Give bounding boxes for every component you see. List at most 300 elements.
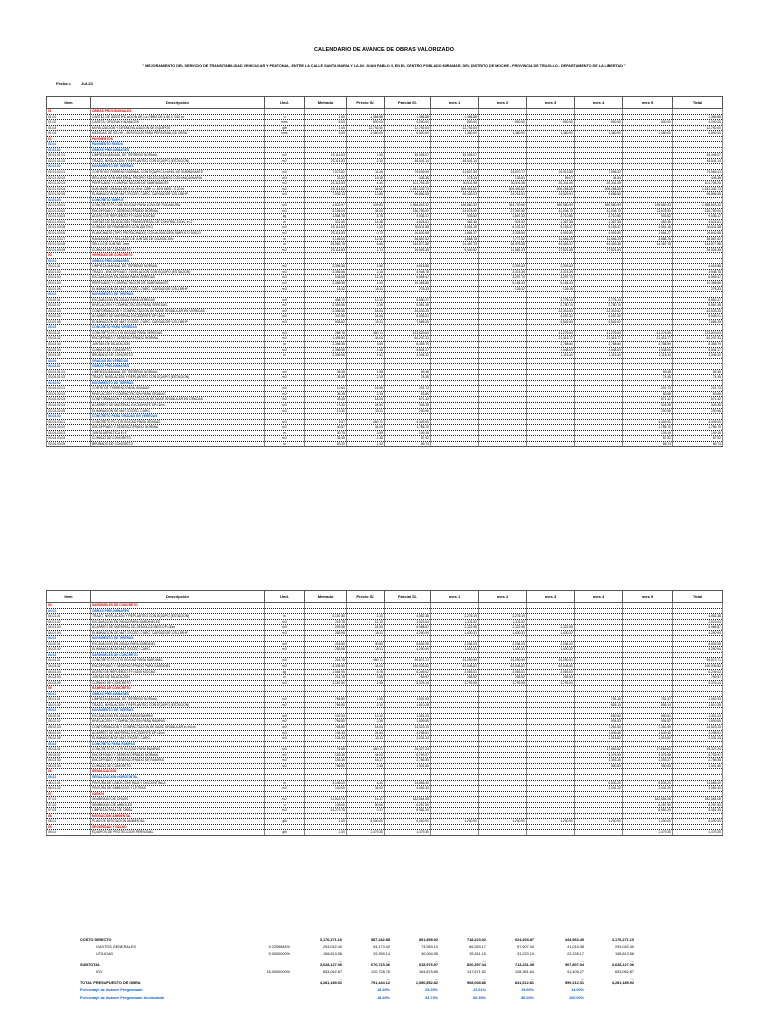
item-description: ELIMINACION DE MAT. EXCED. CARG. <box>91 647 265 653</box>
precio: 12.10 <box>347 713 385 719</box>
item-description: TRAZO, NIVELACION Y REPLANTEO CON EQUIPO (ESTACION) <box>91 375 265 381</box>
parcial: 200.96 <box>385 408 431 414</box>
unit: m2 <box>265 664 305 670</box>
item-description: ACERO DE REFUERZO FY=4200 KG/CM2 <box>91 669 265 675</box>
metrado: 5.00 <box>305 120 347 126</box>
summary-total: 158,813.56 <box>614 952 634 957</box>
precio: 2.48 <box>347 436 385 442</box>
gastos-generales-row <box>80 945 722 952</box>
total: 6,753.97 <box>673 752 723 758</box>
item-code: 04.01.01 <box>47 614 91 620</box>
total: 1,968,603.32 <box>673 203 723 209</box>
table-row <box>47 830 723 836</box>
mes5: 1,393.27 <box>623 758 673 764</box>
summary-factor: 9.2259884% <box>268 945 290 950</box>
total: 1,786.70 <box>673 425 723 431</box>
unit: u <box>265 114 305 120</box>
summary-mes2: 25.25% <box>425 988 438 993</box>
item-code: 01.02 <box>47 120 91 126</box>
summary-label: UTILIDAD <box>96 952 114 957</box>
table-header-row <box>47 591 723 603</box>
mes3: 2,788.60 <box>527 341 575 347</box>
item-code: 03.04.03.05 <box>47 441 91 447</box>
precio: 5.76 <box>347 214 385 220</box>
precio: 6,000.00 <box>347 819 385 825</box>
precio: 12.10 <box>347 275 385 281</box>
item-description: ACARREO DE MATERIAL EXCEDENTE DP=30m <box>91 402 265 408</box>
item-description: MOVIMIENTO DE TIERRAS <box>91 164 265 170</box>
unit: m <box>265 614 305 620</box>
mes5: 41,276.55 <box>623 330 673 336</box>
pct-acumulado-row <box>80 996 722 1003</box>
parcial: 99,872.71 <box>385 658 431 664</box>
summary-factor: 5.0000000% <box>268 952 290 957</box>
total: 3,298.91 <box>673 730 723 736</box>
metrado: 268.78 <box>305 330 347 336</box>
mes1: 14,487.79 <box>431 242 479 248</box>
mes3: 4,267.51 <box>527 314 575 320</box>
mes1: 48,541.14 <box>431 158 479 164</box>
precio: 18.94 <box>347 308 385 314</box>
mes5: 109.16 <box>623 430 673 436</box>
item-code: 08.01 <box>47 819 91 825</box>
summary-label: COSTO DIRECTO <box>80 938 112 942</box>
total: 4,624.61 <box>673 219 723 225</box>
total: 89.74 <box>673 441 723 447</box>
mes2: 2,309.43 <box>479 264 527 270</box>
dash-mark: --- <box>435 976 438 981</box>
mes4: 2,710.85 <box>575 214 623 220</box>
mes1: 1,430.31 <box>431 630 479 636</box>
precio: 15.11 <box>347 286 385 292</box>
mes5: 950.83 <box>623 763 673 769</box>
mes2: 256.52 <box>479 675 527 681</box>
total: 13,666.40 <box>673 780 723 786</box>
mes3: 33,290.91 <box>527 658 575 664</box>
unit: glb <box>265 125 305 131</box>
mes3: 2,934.02 <box>527 641 575 647</box>
item-code: 01.03 <box>47 125 91 131</box>
unit: m <box>265 441 305 447</box>
item-code: 03.04.03.04 <box>47 436 91 442</box>
item-description: CURADO DE CONCRETO <box>91 436 265 442</box>
item-code: 03.03.03 <box>47 341 91 347</box>
metrado: 2,356.56 <box>305 303 347 309</box>
col-total-header: Total <box>673 591 723 603</box>
precio: 34.02 <box>347 786 385 792</box>
mes1: 45,305.07 <box>431 153 479 159</box>
metrado: 23,114.83 <box>305 247 347 253</box>
summary-total: 3,628,127.06 <box>611 963 634 968</box>
item-description: ELIMINACION DE MAT. EXCED. CARG. CARGADOR 125-155HP <box>91 192 265 198</box>
col-und-header: Und. <box>265 591 305 603</box>
unit: m3 <box>265 275 305 281</box>
item-description: PINTURA DE SIMBOLOS Y LETRAS <box>91 786 265 792</box>
mes5: 904.82 <box>623 719 673 725</box>
col-parcial-header: Parcial S/. <box>385 591 431 603</box>
mes3: 1,200.00 <box>527 819 575 825</box>
mes5: 2,041.20 <box>623 786 673 792</box>
mes4: 9,153.47 <box>575 225 623 231</box>
item-description: SARDINELES DE CONCRETO <box>91 603 265 609</box>
metrado: 766.80 <box>305 697 347 703</box>
parcial: 278.33 <box>385 286 431 292</box>
parcial: 201.73 <box>385 386 431 392</box>
parcial: 182,564.08 <box>385 797 431 803</box>
mes4: 206,268.55 <box>575 186 623 192</box>
total: 74.45 <box>673 375 723 381</box>
unit: m <box>265 675 305 681</box>
precio: 800.00 <box>347 120 385 126</box>
item-description: PINTURA DE LINEA CONTINUA Y DISCONTINUA <box>91 780 265 786</box>
total: 12,792.00 <box>673 125 723 131</box>
item-description: CURADO DE CONCRETO <box>91 680 265 686</box>
mes1 <box>431 830 479 836</box>
metrado: 766.80 <box>305 763 347 769</box>
total: 200.96 <box>673 408 723 414</box>
parcial: 8,365.79 <box>385 341 431 347</box>
item-code: 05.02.03 <box>47 725 91 731</box>
item-description: GRADAS EN VEREDAS <box>91 358 265 364</box>
mes4: 751.46 <box>575 697 623 703</box>
summary-mes1: 670,715.36 <box>370 963 390 968</box>
mes4: 22,316.62 <box>575 308 623 314</box>
item-description: OBRAS PRELIMINARES <box>91 364 265 370</box>
summary-parcial: 293,042.40 <box>322 945 342 950</box>
unit: m <box>265 219 305 225</box>
item-description: CONCRETO FC=280 KG/CM2 PARA LOSA DE RODADURA <box>91 203 265 209</box>
mes2: 133.61 <box>479 175 527 181</box>
item-description: ENCOFRADO Y DESENCOFRADO NORMAL <box>91 425 265 431</box>
metrado: 23,114.83 <box>305 231 347 237</box>
parcial: 123,829.63 <box>385 330 431 336</box>
mes3: 1,792.04 <box>527 680 575 686</box>
item-description: ACARREO DE MATERIAL EXCEDENTE DP=30m <box>91 314 265 320</box>
unit: mes <box>265 120 305 126</box>
total: 83.66 <box>673 391 723 397</box>
summary-total: 293,042.40 <box>614 945 634 950</box>
parcial: 769.57 <box>385 675 431 681</box>
parcial: 44,633.25 <box>385 308 431 314</box>
dash-mark: --- <box>339 976 342 981</box>
mes3: 590,580.99 <box>527 203 575 209</box>
unit: m2 <box>265 336 305 342</box>
col-mes2-header: mes 2 <box>479 97 527 109</box>
mes1: 3,051.16 <box>431 225 479 231</box>
metrado: 1.00 <box>305 125 347 131</box>
mes4: 4,992.80 <box>575 231 623 237</box>
parcial: 2,786.55 <box>385 758 431 764</box>
col-und-header: Und. <box>265 97 305 109</box>
unit: m3 <box>265 619 305 625</box>
metrado: 283.98 <box>305 647 347 653</box>
item-code: 04.03.04 <box>47 675 91 681</box>
mes1: 13,678.90 <box>431 208 479 214</box>
item-code: 02.01.03.05 <box>47 225 91 231</box>
metrado: 35.45 <box>305 391 347 397</box>
item-code: 02 <box>47 136 91 142</box>
summary-mes3: 66.35% <box>473 995 486 1000</box>
parcial: 8,802.08 <box>385 641 431 647</box>
table-row <box>47 441 723 447</box>
precio: 12.10 <box>347 297 385 303</box>
item-description: TRAZO, NIVELACION Y REPLANTEO CON EQUIPO (ESTACION) <box>91 614 265 620</box>
precio: 12.10 <box>347 619 385 625</box>
item-code: 05.03.02 <box>47 752 91 758</box>
mes1: 30,511.58 <box>431 181 479 187</box>
metrado: 2,356.56 <box>305 269 347 275</box>
mes2: 924.92 <box>479 219 527 225</box>
item-description: PERFILADO Y COMPACTACION DE SUBRASANTE <box>91 280 265 286</box>
unit: glb <box>265 819 305 825</box>
mes5: 903.62 <box>623 214 673 220</box>
report-title: CALENDARIO DE AVANCE DE OBRAS VALORIZADO <box>314 47 454 53</box>
mes2: 6,102.32 <box>479 225 527 231</box>
unit: m3 <box>265 386 305 392</box>
total: 4,290.94 <box>673 647 723 653</box>
summary-mes3: 968,068.86 <box>466 981 486 986</box>
total: 5,844.27 <box>673 347 723 353</box>
total: 445.36 <box>673 175 723 181</box>
metrado: 458.70 <box>305 297 347 303</box>
item-description: EXCAVACION EN ZANJA PARA RAMPAS <box>91 713 265 719</box>
precio: 12.86 <box>347 192 385 198</box>
summary-mes3: 22.61% <box>473 988 486 993</box>
item-code: 05.02.01 <box>47 713 91 719</box>
item-description: EXCAVACION EN ZANJA PARA VEREDAS <box>91 275 265 281</box>
mes1: 1,200.00 <box>431 819 479 825</box>
mes5: 326.38 <box>623 402 673 408</box>
item-code: 04.01.02 <box>47 619 91 625</box>
unit: m3 <box>265 192 305 198</box>
total: 190,939.82 <box>673 664 723 670</box>
mes2: 1,311.52 <box>479 619 527 625</box>
mes5: 2,788.59 <box>623 341 673 347</box>
precio: 44.04 <box>347 208 385 214</box>
item-code: 07 <box>47 791 91 797</box>
mes3: 139.16 <box>527 286 575 292</box>
date-label: Fecha = <box>56 81 72 86</box>
metrado: 5.00 <box>305 131 347 137</box>
precio: 40.60 <box>347 641 385 647</box>
parcial: 6,968.87 <box>385 625 431 631</box>
metrado: 1.00 <box>305 819 347 825</box>
mes5: 7,261.59 <box>623 725 673 731</box>
item-code: 02.01.03.08 <box>47 242 91 248</box>
mes4: 6,833.20 <box>575 780 623 786</box>
metrado: 2,356.56 <box>305 308 347 314</box>
item-description: EXCAVACION EN ZANJA PARA VEREDAS <box>91 297 265 303</box>
item-code: 03.02.02 <box>47 303 91 309</box>
metrado: 23,114.83 <box>305 153 347 159</box>
pct-programado-row <box>80 988 722 995</box>
item-description: TRAZO - ENCOFRADO - NIVELACION CON EQUIPO (ESTACION) <box>91 269 265 275</box>
parcial: 4,618.86 <box>385 264 431 270</box>
mes2: 393,720.66 <box>479 203 527 209</box>
parcial: 30,511.58 <box>385 225 431 231</box>
total: 1,031,342.73 <box>673 186 723 192</box>
summary-parcial: 3,176,271.10 <box>319 938 342 942</box>
table-header-row <box>47 97 723 109</box>
item-description: OBRAS PRELIMINARES <box>91 258 265 264</box>
mes2 <box>479 830 527 836</box>
item-description: CONCRETO PARA VEREDAS <box>91 325 265 331</box>
unit: m <box>265 341 305 347</box>
item-code: 03.04.02 <box>47 380 91 386</box>
unit: m2 <box>265 425 305 431</box>
metrado: 321.60 <box>305 219 347 225</box>
item-code: 07.03 <box>47 808 91 814</box>
metrado: 766.80 <box>305 725 347 731</box>
mes5: 201.73 <box>623 386 673 392</box>
item-code: 03.02.04 <box>47 314 91 320</box>
parcial: 74.45 <box>385 375 431 381</box>
item-code: 03.03.05 <box>47 353 91 359</box>
mes1: 63,646.61 <box>431 664 479 670</box>
metrado: 2,356.56 <box>305 341 347 347</box>
total: 6,249.02 <box>673 669 723 675</box>
precio: 3.55 <box>347 675 385 681</box>
item-description: MITIGACION AMBIENTAL <box>91 813 265 819</box>
item-code: 05 <box>47 686 91 692</box>
item-description: NIVELACION Y COMPACTACION PARA GRADAS <box>91 391 265 397</box>
unit: m2 <box>265 758 305 764</box>
mes2: 1,792.05 <box>479 680 527 686</box>
item-code: 02.01.02.01 <box>47 170 91 176</box>
unit: m2 <box>265 308 305 314</box>
precio: 2.36 <box>347 303 385 309</box>
total: 1,610.28 <box>673 702 723 708</box>
parcial: 101,705.25 <box>385 181 431 187</box>
utilidad-row <box>80 952 722 959</box>
item-code: 03.03 <box>47 325 91 331</box>
mes4: 1,200.00 <box>575 819 623 825</box>
unit: m3 <box>265 408 305 414</box>
summary-mes4: 19.66% <box>521 988 534 993</box>
unit: m2 <box>265 280 305 286</box>
mes3: 22,316.63 <box>527 308 575 314</box>
precio: 18.94 <box>347 725 385 731</box>
mes4: 1,393.28 <box>575 758 623 764</box>
unit: m2 <box>265 369 305 375</box>
mes5: 4,409.00 <box>623 419 673 425</box>
unit: m2 <box>265 375 305 381</box>
dash-mark: --- <box>387 976 390 981</box>
mes1: 12,792.00 <box>431 125 479 131</box>
total: 1,366.88 <box>673 114 723 120</box>
precio: 44.62 <box>347 186 385 192</box>
parcial: 1,968,603.32 <box>385 203 431 209</box>
item-code: 03.01 <box>47 258 91 264</box>
precio: 44.04 <box>347 752 385 758</box>
parcial: 89.74 <box>385 441 431 447</box>
item-code: 07.02 <box>47 802 91 808</box>
mes3: 15,913.85 <box>527 170 575 176</box>
precio: 1,366.88 <box>347 114 385 120</box>
precio: 1,360.00 <box>347 131 385 137</box>
mes2: 5,184.43 <box>479 280 527 286</box>
metrado: 766.80 <box>305 702 347 708</box>
mes1: 2,276.19 <box>431 614 479 620</box>
mes3: 17,821.55 <box>527 247 575 253</box>
metrado: 23.22 <box>305 175 347 181</box>
unit: m2 <box>265 269 305 275</box>
total: 64,247.31 <box>673 336 723 342</box>
parcial: 48,541.14 <box>385 158 431 164</box>
mes1: 1,664.27 <box>431 231 479 237</box>
item-code: 03.04.01.01 <box>47 369 91 375</box>
unit: m3 <box>265 730 305 736</box>
unit: m2 <box>265 697 305 703</box>
mes1: 178.14 <box>431 175 479 181</box>
total: 2,623.04 <box>673 619 723 625</box>
item-description: LIMPIEZA MANUAL DE TERRENO NORMAL <box>91 264 265 270</box>
mes3: 89.07 <box>527 175 575 181</box>
item-description: PAVIMENTOS <box>91 136 265 142</box>
total: 5,376.14 <box>673 680 723 686</box>
metrado: 24,273.75 <box>305 808 347 814</box>
total: 10,368.86 <box>673 280 723 286</box>
col-parcial-header: Parcial S/. <box>385 97 431 109</box>
parcial: 1,786.70 <box>385 425 431 431</box>
item-description: ELIMINACION DE MAT. EXCED. CARG. CARGADOR 125-155HP <box>91 319 265 325</box>
metrado: 216.78 <box>305 658 347 664</box>
metrado: 1,084.90 <box>305 669 347 675</box>
item-code: 04 <box>47 603 91 609</box>
parcial: 3,298.91 <box>385 730 431 736</box>
mes4: 17,663.62 <box>575 747 623 753</box>
summary-mes5: 444,563.49 <box>564 938 584 942</box>
precio: 1.96 <box>347 697 385 703</box>
parcial: 1,366.88 <box>385 114 431 120</box>
mes4: 43,463.36 <box>575 242 623 248</box>
unit: m2 <box>265 702 305 708</box>
unit: m2 <box>265 231 305 237</box>
mes2: 2,322.96 <box>479 625 527 631</box>
mes4: 950.83 <box>575 763 623 769</box>
mes4: 904.83 <box>575 719 623 725</box>
total: 87.92 <box>673 436 723 442</box>
summary-mes1: 18.49% <box>377 995 390 1000</box>
mes4: 805.14 <box>575 702 623 708</box>
summary-mes1: 29,359.14 <box>373 952 390 957</box>
parcial: 39,526.36 <box>385 247 431 253</box>
mes5: 1,115.44 <box>623 353 673 359</box>
mes5: 1,948.09 <box>623 347 673 353</box>
metrado: 4,622.97 <box>305 203 347 209</box>
item-description: TRAZO, NIVELACION Y REPLANTEO CON EQUIPO (ESTACION) <box>91 158 265 164</box>
precio: 1.96 <box>347 153 385 159</box>
mes4: 17,821.54 <box>575 247 623 253</box>
mes2 <box>479 441 527 447</box>
summary-mes2: 801,898.92 <box>418 938 438 942</box>
precio: 1.96 <box>347 369 385 375</box>
mes3: 1,430.32 <box>527 647 575 653</box>
precio: 12,792.00 <box>347 125 385 131</box>
precio: 3.55 <box>347 430 385 436</box>
item-code: 03.04.01 <box>47 364 91 370</box>
precio: 12.52 <box>347 236 385 242</box>
item-description: ELIMINACION DE MAT. EXCED. CARG. <box>91 408 265 414</box>
precio: 44.04 <box>347 425 385 431</box>
item-code: 02.01.02.05 <box>47 192 91 198</box>
parcial: 109.16 <box>385 430 431 436</box>
summary-mes5: 91,405.27 <box>567 970 584 975</box>
parcial: 87.92 <box>385 436 431 442</box>
mes1: 1,792.05 <box>431 680 479 686</box>
item-code: 03.02 <box>47 292 91 298</box>
item-code: 03.04.02.04 <box>47 402 91 408</box>
